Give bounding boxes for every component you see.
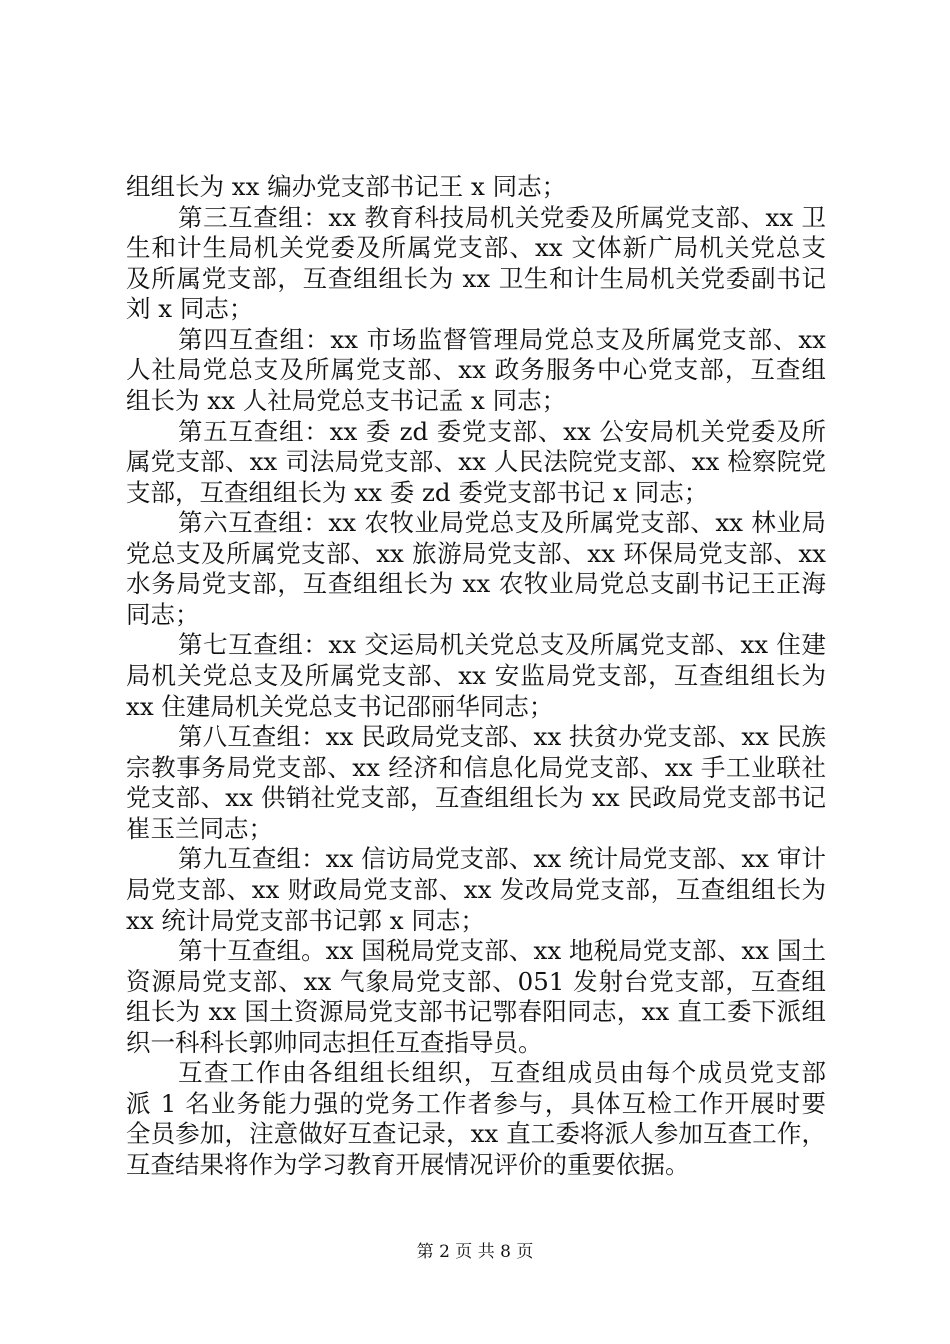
text-line: 第三互查组：xx 教育科技局机关党委及所属党支部、xx 卫 bbox=[178, 202, 826, 232]
text-line: 党支部、xx 供销社党支部，互查组组长为 xx 民政局党支部书记 bbox=[126, 783, 826, 813]
text-line: 刘 x 同志； bbox=[126, 294, 254, 324]
page-number-footer: 第 2 页 共 8 页 bbox=[416, 1242, 534, 1262]
text-line: 第六互查组：xx 农牧业局党总支及所属党支部、xx 林业局 bbox=[178, 508, 826, 538]
text-line: 织一科科长郭帅同志担任互查指导员。 bbox=[126, 1027, 543, 1057]
text-line: 组组长为 xx 编办党支部书记王 x 同志； bbox=[126, 172, 567, 201]
text-line: xx 住建局机关党总支书记邵丽华同志； bbox=[126, 691, 554, 721]
text-line: 全员参加，注意做好互查记录，xx 直工委将派人参加互查工作， bbox=[126, 1119, 826, 1149]
text-line: 局党支部、xx 财政局党支部、xx 发改局党支部，互查组组长为 bbox=[126, 874, 826, 904]
text-line: 派 1 名业务能力强的党务工作者参与，具体互检工作开展时要 bbox=[126, 1088, 826, 1118]
text-line: 第八互查组：xx 民政局党支部、xx 扶贫办党支部、xx 民族 bbox=[178, 722, 826, 752]
text-line: 水务局党支部，互查组组长为 xx 农牧业局党总支副书记王正海 bbox=[126, 569, 826, 599]
text-line: 及所属党支部，互查组组长为 xx 卫生和计生局机关党委副书记 bbox=[126, 263, 826, 293]
text-line: 人社局党总支及所属党支部、xx 政务服务中心党支部，互查组 bbox=[126, 355, 826, 385]
text-line: 第九互查组：xx 信访局党支部、xx 统计局党支部、xx 审计 bbox=[178, 844, 826, 874]
text-line: 同志； bbox=[126, 599, 200, 629]
text-line: 互查结果将作为学习教育开展情况评价的重要依据。 bbox=[126, 1150, 690, 1179]
text-line: 组长为 xx 国土资源局党支部书记鄂春阳同志，xx 直工委下派组 bbox=[126, 997, 826, 1027]
text-line: 宗教事务局党支部、xx 经济和信息化局党支部、xx 手工业联社 bbox=[126, 752, 826, 782]
text-line: xx 统计局党支部书记郭 x 同志； bbox=[126, 905, 485, 935]
text-line: 生和计生局机关党委及所属党支部、xx 文体新广局机关党总支 bbox=[126, 233, 826, 263]
text-line: 第五互查组：xx 委 zd 委党支部、xx 公安局机关党委及所 bbox=[178, 416, 826, 446]
text-line: 第十互查组。xx 国税局党支部、xx 地税局党支部、xx 国土 bbox=[178, 936, 826, 966]
text-line: 第七互查组：xx 交运局机关党总支及所属党支部、xx 住建 bbox=[178, 630, 826, 660]
text-line: 党总支及所属党支部、xx 旅游局党支部、xx 环保局党支部、xx bbox=[126, 538, 826, 568]
text-line: 组长为 xx 人社局党总支书记孟 x 同志； bbox=[126, 385, 567, 415]
text-line: 互查工作由各组组长组织，互查组成员由每个成员党支部 bbox=[178, 1058, 826, 1088]
text-line: 属党支部、xx 司法局党支部、xx 人民法院党支部、xx 检察院党 bbox=[126, 447, 826, 477]
text-line: 局机关党总支及所属党支部、xx 安监局党支部，互查组组长为 bbox=[126, 661, 826, 690]
text-line: 崔玉兰同志； bbox=[126, 813, 273, 843]
text-line: 第四互查组：xx 市场监督管理局党总支及所属党支部、xx bbox=[178, 324, 826, 354]
text-line: 资源局党支部、xx 气象局党支部、051 发射台党支部，互查组 bbox=[126, 966, 826, 996]
text-line: 支部，互查组组长为 xx 委 zd 委党支部书记 x 同志； bbox=[126, 477, 709, 507]
